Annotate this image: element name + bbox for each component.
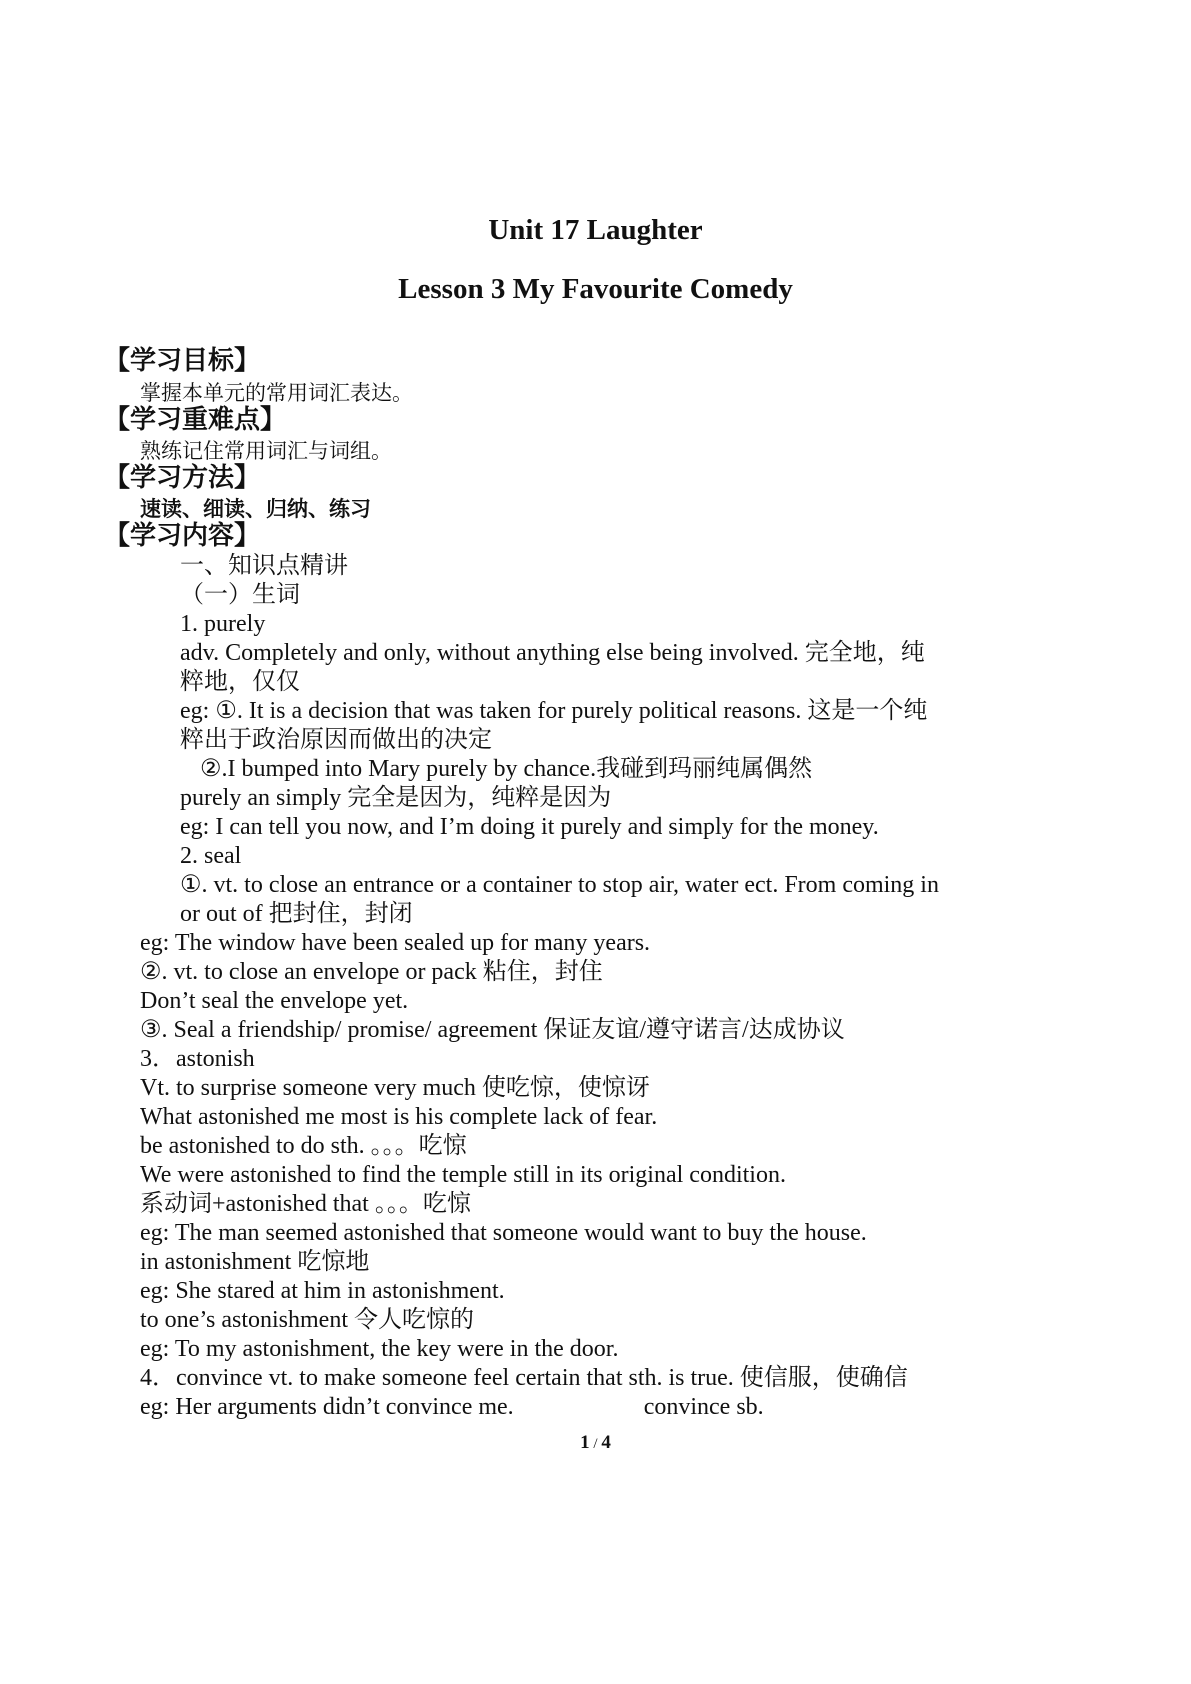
objectives-heading: 【学习目标】 [104,346,261,375]
word-2-head: 2. seal [180,843,242,869]
word-1-example-2: ②.I bumped into Mary purely by chance.我碰到玛丽纯属偶然 [200,756,813,782]
word-4-definition: 4．convince vt. to make someone feel certain that sth. is true. 使信服，使确信 [140,1365,908,1391]
lesson-title: Lesson 3 My Favourite Comedy [398,273,793,305]
word-2-definition-1: ①. vt. to close an entrance or a container to stop air, water ect. From coming in [180,872,939,898]
word-4-example-1-text: eg: Her arguments didn’t convince me. [140,1394,514,1420]
word-2-definition-1-cont: or out of 把封住，封闭 [180,901,413,927]
word-1-head: 1. purely [180,611,266,637]
page-separator: / [589,1436,602,1452]
word-1-example-3: eg: I can tell you now, and I’m doing it purely and simply for the money. [180,814,879,840]
word-1-phrase: purely an simply 完全是因为，纯粹是因为 [180,785,612,811]
word-1-definition-cont: 粹地，仅仅 [180,669,300,695]
document-title: Unit 17 Laughter [488,214,703,246]
page-current: 1 [580,1432,590,1453]
word-1-example-1: eg: ①. It is a decision that was taken for purely political reasons. 这是一个纯 [180,698,928,724]
word-4-example-1 [140,1392,764,1422]
word-3-example-4: eg: She stared at him in astonishment. [140,1278,505,1304]
word-3-example-1: What astonished me most is his complete lack of fear. [140,1104,658,1130]
word-3-phrase-3: in astonishment 吃惊地 [140,1249,370,1275]
word-3-definition: Vt. to surprise someone very much 使吃惊，使惊讶 [140,1075,650,1101]
word-1-definition: adv. Completely and only, without anything else being involved. 完全地，纯 [180,640,925,666]
word-2-example-1: eg: The window have been sealed up for many years. [140,930,651,956]
word-1-example-1-cont: 粹出于政治原因而做出的决定 [180,727,492,753]
word-3-example-5: eg: To my astonishment, the key were in the door. [140,1336,619,1362]
difficulties-text: 熟练记住常用词汇与词组。 [140,439,392,463]
word-3-example-3: eg: The man seemed astonished that someone would want to buy the house. [140,1220,867,1246]
part1-subtitle: （一）生词 [180,582,300,608]
word-2-definition-2: ②. vt. to close an envelope or pack 粘住，封住 [140,959,603,985]
word-3-phrase-1: be astonished to do sth. 。。。吃惊 [140,1133,467,1159]
methods-text: 速读、细读、归纳、练习 [140,497,371,521]
word-3-head: 3．astonish [140,1046,255,1072]
word-2-example-2: Don’t seal the envelope yet. [140,988,409,1014]
word-3-example-2: We were astonished to find the temple still in its original condition. [140,1162,786,1188]
page-total: 4 [601,1432,611,1453]
word-4-example-1-right: convince sb. [643,1394,764,1420]
word-2-definition-3: ③. Seal a friendship/ promise/ agreement 保证友谊/遵守诺言/达成协议 [140,1017,845,1043]
page-number [0,1432,1191,1454]
word-3-phrase-2: 系动词+astonished that 。。。吃惊 [140,1191,471,1217]
content-heading: 【学习内容】 [104,521,261,550]
methods-heading: 【学习方法】 [104,463,261,492]
part1-title: 一、知识点精讲 [180,553,348,579]
word-3-phrase-4: to one’s astonishment 令人吃惊的 [140,1307,474,1333]
difficulties-heading: 【学习重难点】 [104,405,287,434]
objectives-text: 掌握本单元的常用词汇表达。 [140,381,413,405]
